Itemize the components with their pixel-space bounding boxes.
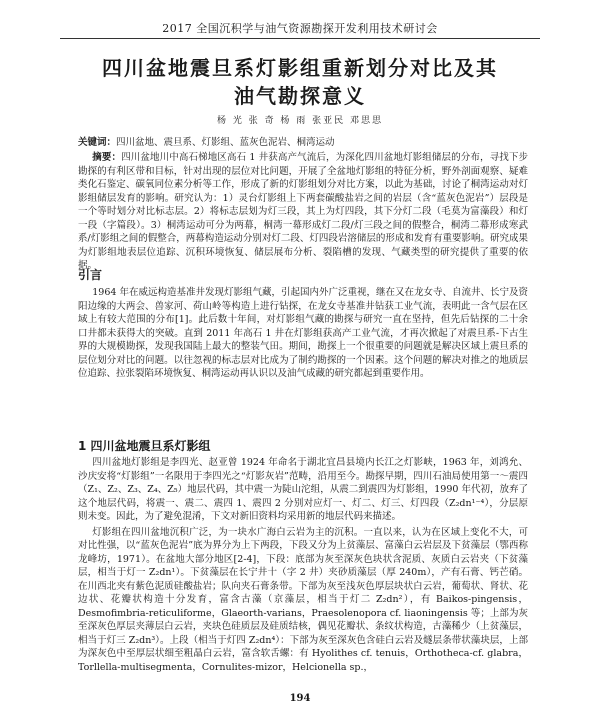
intro-heading: 引言 <box>78 268 103 282</box>
title-line-2: 油气勘探意义 <box>234 84 366 108</box>
section1-body <box>78 456 528 674</box>
abstract <box>78 151 528 273</box>
section1-paragraph-2: 灯影组在四川盆地沉积广泛，为一块水广海白云岩为主的沉积。一直以来，认为在区域上变化不大，可对比性强，以“蓝灰色泥岩”底为界分为上下两段，下段又分为上贫藻层、富藻白云岩层及下贫藻层（鄂西称龙峰坊，1971）。在盆地大部分地区[2-4]，下段：底部为灰至深灰色块状含泥质、灰质白云岩夹（下贫藻层，相当于灯一 Z₂dn¹）。下贫藻层在长宁井十（字 2 井）夹砂质藻层（厚 240m），产有石膏、钙芒硝。在川西北夹有紫色泥质硅酸盐岩；队向夹石膏条带。下部为灰至浅灰色厚层块状白云岩，葡萄状、肾状、花边状、花瓣状构造十分发育，富含古藻（京藻层，相当于灯二 Z₂dn²），有 Baikos-pingensis，Desmofimbria-reticuliforme，Glaeorth-varians，Praesolenopora cf. liaoningensis 等；上部为灰至深灰色厚层夹薄层白云岩，夹块色硅质层及硅质结核，偶见花瓣状、条纹状构造，古藻稀少（上贫藻层，相当于灯三 Z₂dn³）。上段（相当于灯四 Z₂dn⁴）：下部为灰至深灰色含硅白云岩及燧层条带状藻块层，上部为深灰色中至厚层状细至粗晶白云岩，富含软舌螺：有 Hyolithes cf. tenuis，Orthotheca-cf. glabra，Torllella-multisegmenta，Cornulites-mizor，Helcionella sp.， <box>78 526 528 673</box>
title-line-1: 四川盆地震旦系灯影组重新划分对比及其 <box>102 56 498 80</box>
section1-paragraph-1: 四川盆地灯影组是李四光、赵亚曾 1924 年命名于湖北宜昌县境内长江之灯影峡，1963 年，刘鸿允、沙庆安将“灯影组”一名限用于李四光之“灯影灰岩”范畴，沿用至今。勘探早期，四川石油局使用第一～震四（Z₁、Z₂、Z₃、Z₄、Z₅）地层代码，其中震一为陡山沱组，从震二到震四为灯影组，1990 年代初，放弃了这个地层代码，将震一、震二、震四 1、震四 2 分别对应灯一、灯二、灯三、灯四段（Z₂dn¹⁻⁴），分层原则未变。因此，为了避免混淆，下文对新旧资料均采用新的地层代码来描述。 <box>78 457 528 522</box>
abstract-label: 摘要： <box>92 152 122 163</box>
authors: 杨 光 张 奇 杨 雨 张亚民 邓思思 <box>216 116 384 126</box>
abstract-text: 四川盆地川中高石梯地区高石 1 井获高产气流后，为深化四川盆地灯影组储层的分布，寻找下步勘探的有利区带和目标，针对出现的层位对比问题，开展了全盆地灯影组的特征分析，野外剖面观察、疑难类化石鉴定、碳氧同位素分析等工作，形成了新的灯影组划分对比方案，以此为基础，讨论了桐湾运动对灯影组储层发育的影响。研究认为：1）灵台灯影组上下两套碳酸盐岩之间的岩层（含“蓝灰色泥岩”）层段是一个等时划分对比标志层。2）将标志层划为灯三段，其上为灯四段，其下分灯二段（毛莫为富藻段）和灯一段（字篇段）。3）桐湾运动可分为两幕，桐湾一幕形成灯二段/灯三段之间的假整合，桐湾二幕形成寒武系/灯影组之间的假整合，两幕构造运动分别对灯二段、灯四段岩溶储层的形成和发育有重要影响。研究成果为灯影组地表层位追踪、沉积环境恢复、储层展布分析、裂陷槽的发现、气藏类型的研究提供了重要的依据。 <box>78 152 528 271</box>
page-number: 194 <box>289 693 311 704</box>
intro-body <box>78 286 528 381</box>
keywords-text: 四川盆地、震旦系、灯影组、蓝灰色泥岩、桐湾运动 <box>116 137 335 148</box>
keywords <box>78 136 528 149</box>
keywords-label: 关键词： <box>78 137 117 148</box>
header-rule <box>60 38 540 39</box>
section1-heading: 1 四川盆地震旦系灯影组 <box>78 439 211 453</box>
intro-paragraph: 1964 年在威远构造基准井发现灯影组气藏，引起国内外广泛重视，继在又在龙女寺、自流井、长宁及资阳边缘的大两会、兽家河、荷山岭等构造上进行钻探，在龙女寺基准井钻获工业气流，表明此一含气层在区域上有较大范围的分布[1]。此后数十年间，对灯影组气藏的勘探与研究一直在坚持，但先后钻探的二十余口井都未获得大的突破。直到 2011 年高石 1 井在灯影组获高产工业气流，才再次掀起了对震旦系-下古生界的大规模勘探，发现我国陆上最大的整装气田。期间，勘探上一个很重要的问题就是解决区域上震旦系的层位划分对比的问题。以往忽视的标志层对比成为了制约勘探的一个因素。这个问题的解决对推之的地质层位追踪、拉张裂陷环境恢复、桐湾运动再认识以及油气成藏的研究都起到重要作用。 <box>78 287 528 379</box>
running-head: 2017 全国沉积学与油气资源勘探开发利用技术研讨会 <box>162 22 438 35</box>
